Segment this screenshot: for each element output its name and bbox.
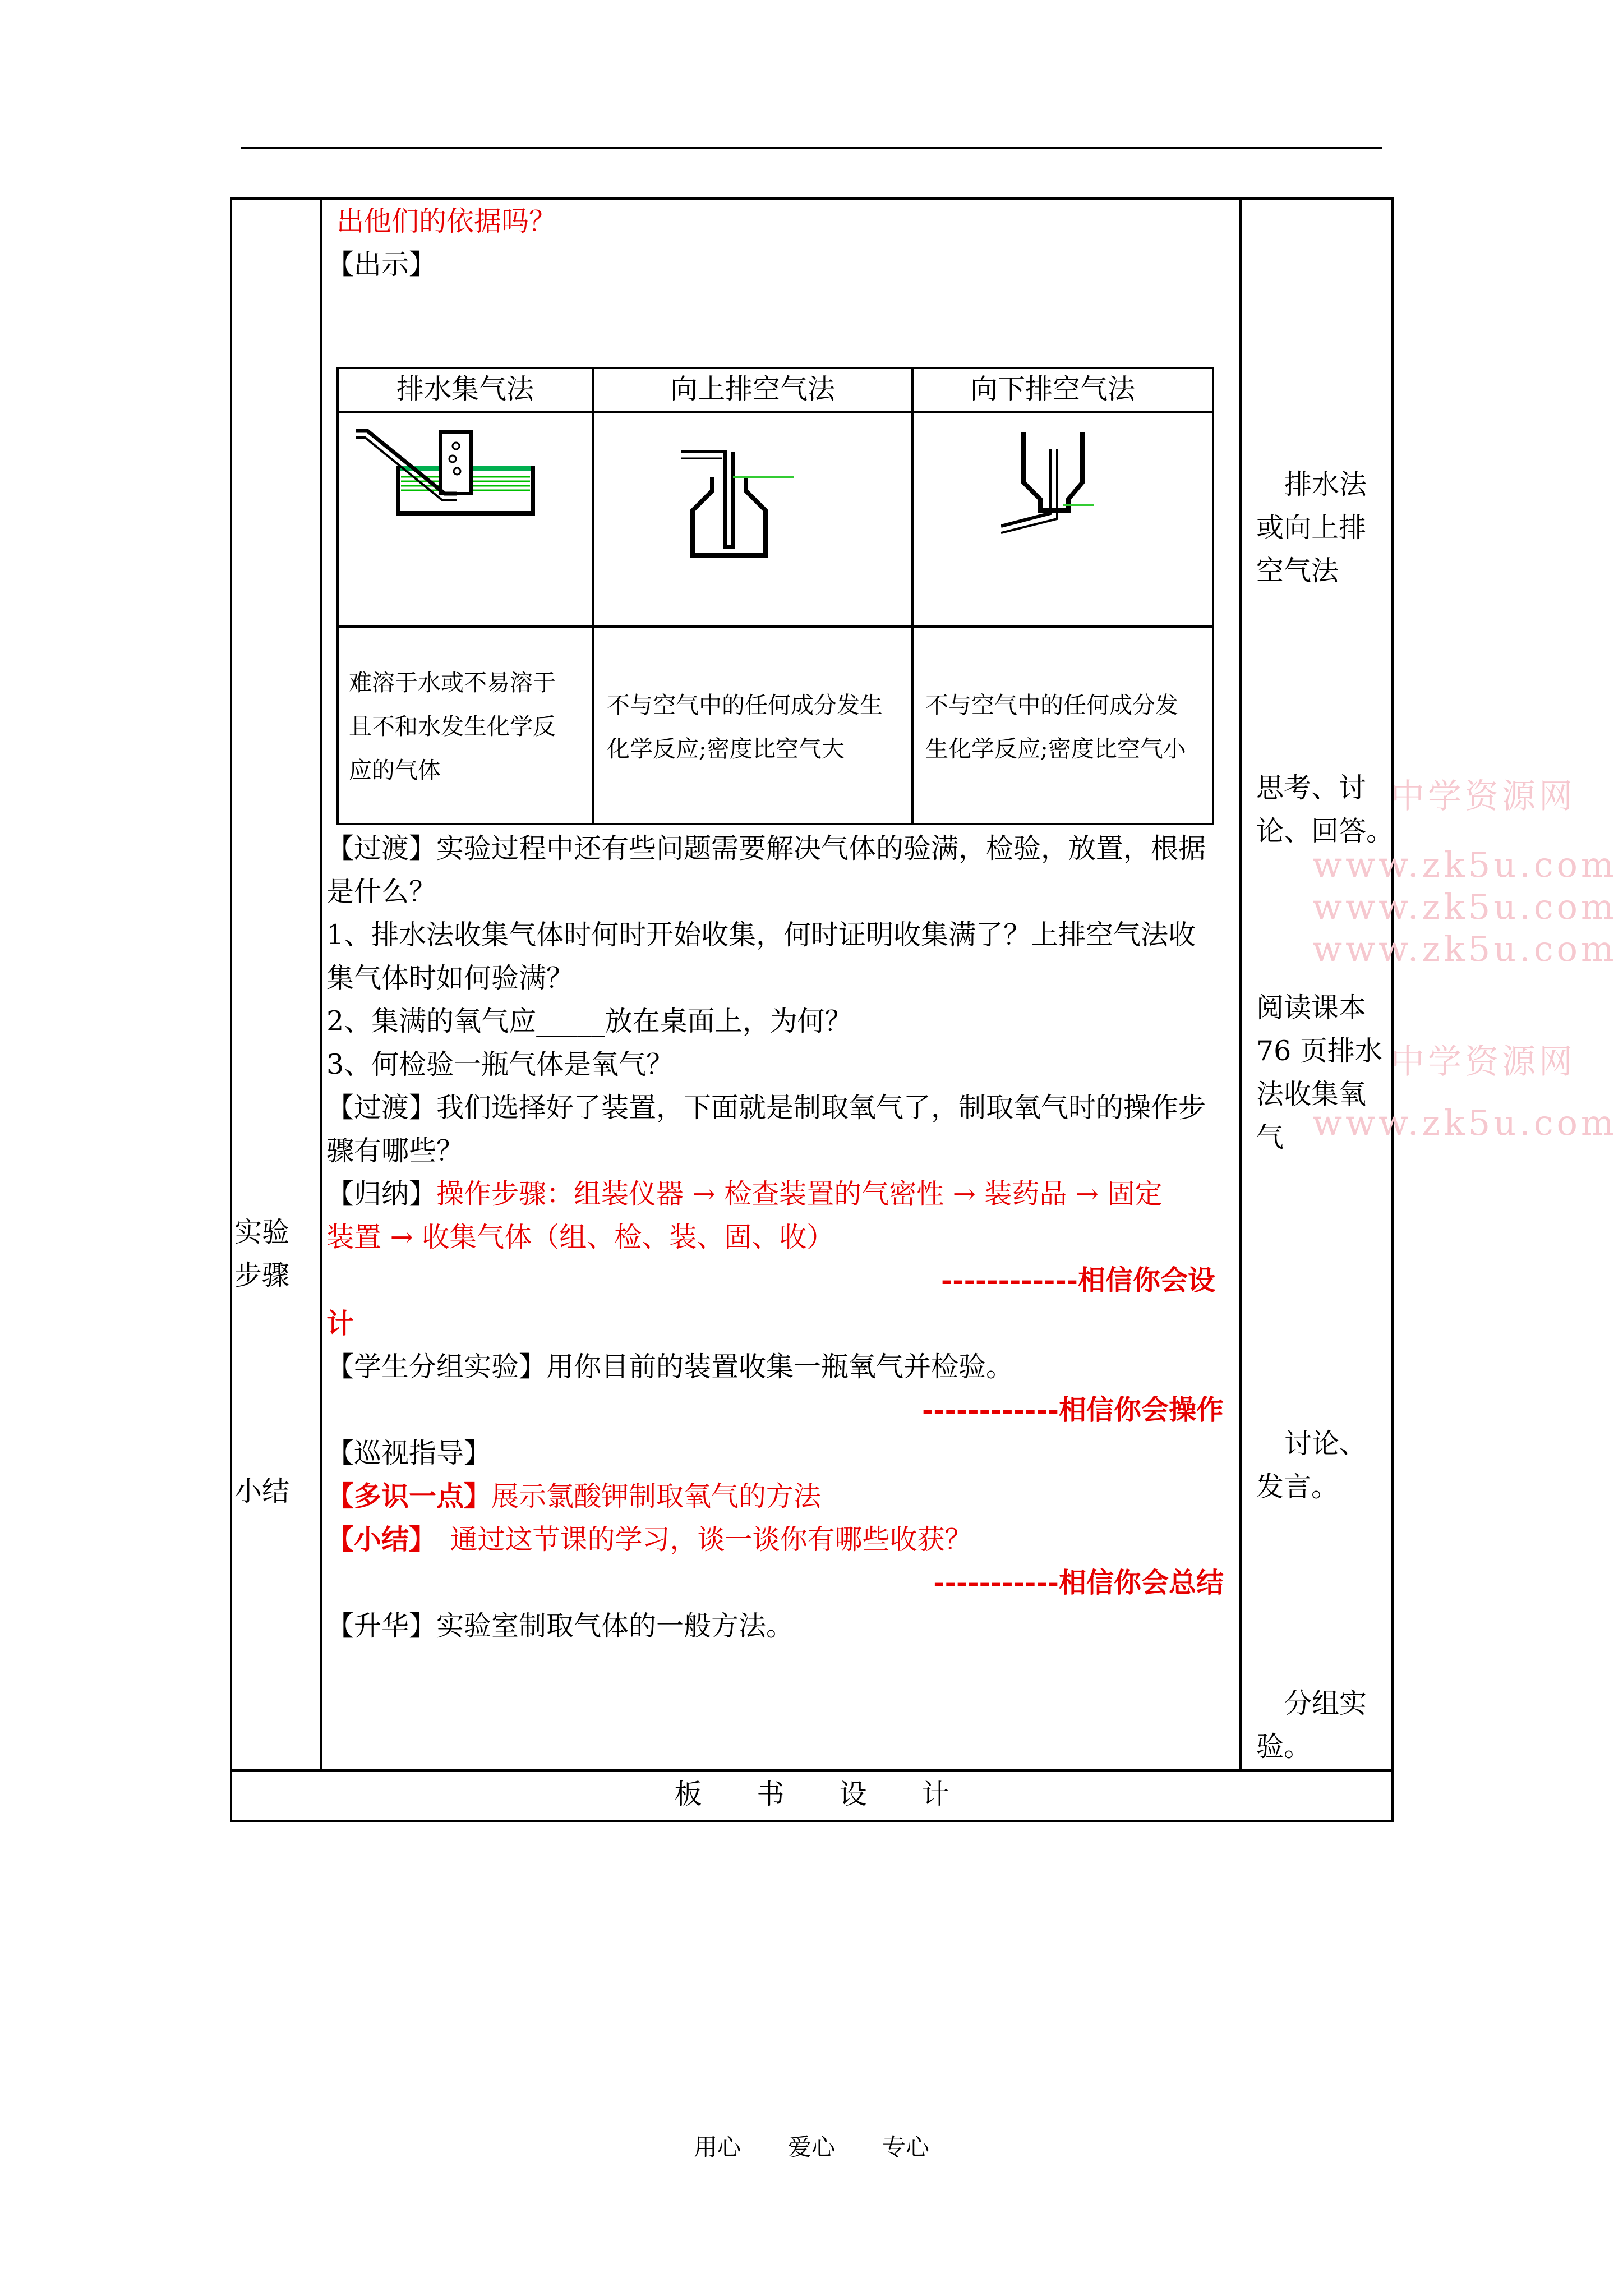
downward-air-apparatus-icon bbox=[1001, 426, 1113, 539]
question-3: 3、何检验一瓶气体是氧气？ bbox=[326, 1048, 674, 1080]
desc-downward-air: 不与空气中的任何成分发 生化学反应;密度比空气小 bbox=[925, 692, 1186, 762]
motto-summary: -----------相信你会总结 bbox=[933, 1566, 1224, 1599]
answer-methods: 排水法 或向上排 空气法 bbox=[1256, 468, 1367, 587]
show-label: 【出示】 bbox=[326, 249, 437, 280]
upward-air-apparatus-icon bbox=[681, 438, 805, 567]
question-1-line-1: 1、排水法收集气体时何时开始收集，何时证明收集满了？上排空气法收 bbox=[326, 919, 1196, 951]
think-discuss: 思考、讨 论、回答。 bbox=[1256, 772, 1394, 847]
read-textbook: 阅读课本 76 页排水 法收集氧 气 bbox=[1256, 992, 1382, 1153]
small-summary: 【小结】 通过这节课的学习，谈一谈你有哪些收获？ bbox=[326, 1523, 972, 1556]
board-design-title: 板 书 设 计 bbox=[674, 1778, 949, 1810]
label-summary: 小结 bbox=[234, 1475, 290, 1507]
summary-steps-line-2: 装置 → 收集气体（组、检、装、固、收） bbox=[326, 1221, 834, 1253]
discuss-speak: 讨论、 发言。 bbox=[1256, 1428, 1367, 1503]
right-column-divider bbox=[1239, 197, 1242, 1770]
header-water-displacement: 排水集气法 bbox=[396, 373, 534, 405]
header-rule bbox=[241, 147, 1382, 149]
left-column-divider bbox=[320, 197, 322, 1770]
watermark-url-1: www.zk5u.com bbox=[1312, 844, 1617, 885]
question-2: 2、集满的氧气应_____放在桌面上，为何？ bbox=[326, 1005, 852, 1037]
question-1-line-2: 集气体时如何验满？ bbox=[326, 962, 574, 994]
patrol-guidance: 【巡视指导】 bbox=[326, 1437, 492, 1469]
transition-1-line-1: 【过渡】实验过程中还有些问题需要解决气体的验满，检验，放置，根据 bbox=[326, 832, 1206, 864]
watermark-cn-1: 中学资源网 bbox=[1391, 777, 1576, 816]
watermark-url-2: www.zk5u.com bbox=[1312, 886, 1617, 927]
header-upward-air: 向上排空气法 bbox=[670, 373, 835, 405]
page-footer: 用心 爱心 专心 bbox=[693, 2133, 929, 2161]
board-row-divider bbox=[230, 1769, 1394, 1772]
desc-upward-air: 不与空气中的任何成分发生 化学反应;密度比空气大 bbox=[607, 692, 883, 762]
motto-design-line-2: 计 bbox=[326, 1307, 354, 1340]
methods-header-divider bbox=[336, 411, 1214, 413]
continued-question: 出他们的依据吗？ bbox=[336, 205, 557, 237]
methods-col-divider-2 bbox=[911, 367, 914, 825]
watermark-cn-2: 中学资源网 bbox=[1391, 1042, 1576, 1082]
group-experiment-note: 分组实 验。 bbox=[1256, 1687, 1367, 1763]
motto-design-line-1: ------------相信你会设 bbox=[940, 1264, 1215, 1296]
label-steps: 实验 步骤 bbox=[234, 1216, 290, 1291]
motto-operate: ------------相信你会操作 bbox=[921, 1393, 1224, 1426]
header-downward-air: 向下排空气法 bbox=[970, 373, 1135, 405]
water-displacement-apparatus-icon bbox=[345, 415, 592, 527]
summary-steps-line-1: 【归纳】操作步骤：组装仪器 → 检查装置的气密性 → 装药品 → 固定 bbox=[326, 1178, 1163, 1210]
watermark-url-4: www.zk5u.com bbox=[1312, 1102, 1617, 1143]
desc-water-displacement: 难溶于水或不易溶于 且不和水发生化学反 应的气体 bbox=[349, 669, 556, 784]
methods-col-divider-1 bbox=[592, 367, 594, 825]
upgrade: 【升华】实验室制取气体的一般方法。 bbox=[326, 1610, 794, 1642]
transition-1-line-2: 是什么？ bbox=[326, 876, 437, 908]
methods-image-divider bbox=[336, 625, 1214, 628]
transition-2-line-2: 骤有哪些？ bbox=[326, 1135, 464, 1167]
extra-knowledge: 【多识一点】展示氯酸钾制取氧气的方法 bbox=[326, 1480, 822, 1512]
transition-2-line-1: 【过渡】我们选择好了装置，下面就是制取氧气了，制取氧气时的操作步 bbox=[326, 1092, 1206, 1124]
group-experiment: 【学生分组实验】用你目前的装置收集一瓶氧气并检验。 bbox=[326, 1351, 1014, 1383]
watermark-url-3: www.zk5u.com bbox=[1312, 928, 1617, 969]
